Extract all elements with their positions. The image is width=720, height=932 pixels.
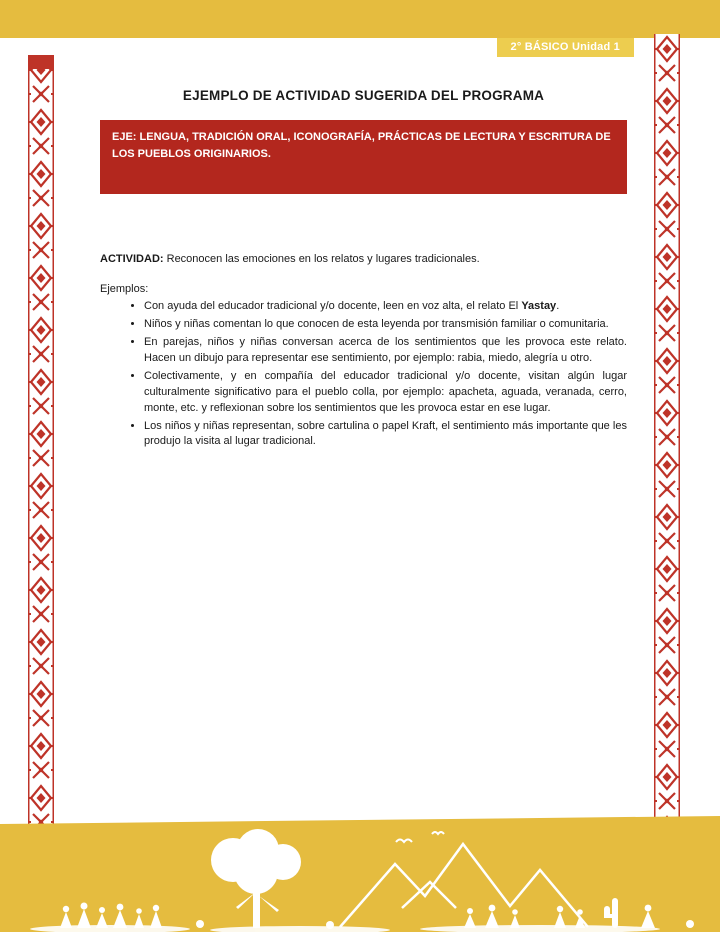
- top-yellow-band: [0, 0, 720, 38]
- actividad-label: ACTIVIDAD:: [100, 253, 164, 265]
- list-item: • Los niños y niñas representan, sobre cartulina o papel Kraft, el sentimiento más importante que les produjo la visita al lugar tradicional.: [144, 419, 627, 451]
- eje-banner-text: EJE: LENGUA, TRADICIÓN ORAL, ICONOGRAFÍA, PRÁCTICAS DE LECTURA Y ESCRITURA DE LOS PUEBLOS ORIGINARIOS.: [112, 131, 611, 160]
- actividad-line: [100, 252, 627, 268]
- actividad-text: Reconocen las emociones en los relatos y lugares tradicionales.: [163, 253, 480, 265]
- andean-pattern-left: [28, 55, 54, 932]
- list-item: • Con ayuda del educador tradicional y/o docente, leen en voz alta, el relato El Yastay.: [144, 299, 627, 315]
- list-item: • Colectivamente, y en compañía del educador tradicional y/o docente, visitan algún lugar culturalmente significativo para el pueblo colla, por ejemplo: apacheta, aguada, veranada, cerro, monte, etc. y reflexionan sobre los sentimientos que les provoca estar en ese lugar.: [144, 369, 627, 417]
- ejemplos-label: Ejemplos:: [100, 282, 149, 295]
- unit-badge: [497, 38, 634, 57]
- andean-pattern-right: [654, 34, 680, 932]
- unit-badge-label: 2° BÁSICO Unidad 1: [510, 41, 620, 53]
- list-item: • Niños y niñas comentan lo que conocen de esta leyenda por transmisión familiar o comunitaria.: [144, 317, 627, 333]
- landscape-silhouette-footer: [0, 812, 720, 932]
- page-title: EJEMPLO DE ACTIVIDAD SUGERIDA DEL PROGRAMA: [182, 88, 545, 103]
- eje-banner: [100, 120, 627, 194]
- document-content: [100, 88, 627, 452]
- ejemplos-list: [100, 299, 627, 450]
- list-item: • En parejas, niños y niñas conversan acerca de los sentimientos que les provoca este relato. Hacen un dibujo para representar ese sentimiento, por ejemplo: rabia, miedo, alegría u otro.: [144, 335, 627, 367]
